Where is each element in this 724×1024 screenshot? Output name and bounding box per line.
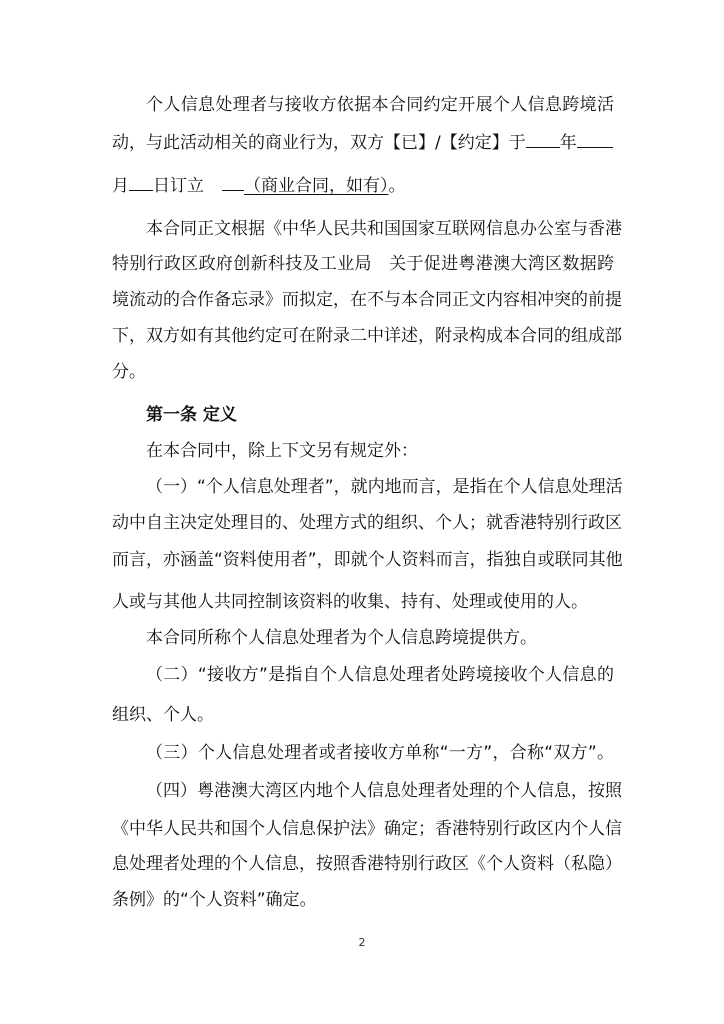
article-1-heading: 第一条 定义 bbox=[146, 405, 237, 425]
paragraph-2-line-3: 境流动的合作备忘录》而拟定，在不与本合同正文内容相冲突的前提 bbox=[112, 290, 622, 310]
paragraph-2-line-1: 本合同正文根据《中华人民共和国国家互联网信息办公室与香港 bbox=[146, 219, 622, 239]
definition-1-line-3: 而言，亦涵盖“资料使用者”，即就个人资料而言，指独自或联同其他 bbox=[112, 550, 623, 570]
month-label: 月 bbox=[112, 176, 129, 196]
definition-4-line-1: （四）粤港澳大湾区内地个人信息处理者处理的个人信息，按照 bbox=[146, 781, 622, 801]
paragraph-1-line-2 bbox=[112, 131, 614, 154]
year-blank bbox=[526, 131, 560, 148]
definitions-intro: 在本合同中，除上下文另有规定外： bbox=[146, 441, 418, 461]
paragraph-2-line-5: 分。 bbox=[112, 362, 146, 382]
definition-2-line-2: 组织、个人。 bbox=[112, 705, 214, 725]
definition-4-line-4: 条例》的“个人资料”确定。 bbox=[112, 890, 317, 910]
definition-1-note: 本合同所称个人信息处理者为个人信息跨境提供方。 bbox=[146, 628, 537, 648]
definition-1-line-1: （一）“个人信息处理者”，就内地而言，是指在个人信息处理活 bbox=[146, 477, 623, 497]
signing-label: 日订立 bbox=[153, 176, 204, 196]
paragraph-2-line-2: 特别行政区政府创新科技及工业局 关于促进粤港澳大湾区数据跨 bbox=[112, 254, 614, 274]
paragraph-1-line-2-text: 动，与此活动相关的商业行为，双方【已】/【约定】于 bbox=[112, 133, 526, 153]
page-number: 2 bbox=[358, 936, 366, 949]
definition-1-line-4: 人或与其他人共同控制该资料的收集、持有、处理或使用的人。 bbox=[112, 592, 588, 612]
definition-3: （三）个人信息处理者或者接收方单称“一方”，合称“双方”。 bbox=[146, 743, 614, 763]
definition-4-line-3: 息处理者处理的个人信息，按照香港特别行政区《个人资料（私隐） bbox=[112, 854, 622, 874]
contract-blank bbox=[222, 174, 244, 191]
commercial-contract-note: （商业合同，如有） bbox=[244, 176, 389, 196]
paragraph-1-line-1: 个人信息处理者与接收方依据本合同约定开展个人信息跨境活 bbox=[146, 95, 614, 115]
day-blank bbox=[129, 174, 153, 191]
paragraph-1-end: 。 bbox=[388, 176, 406, 196]
paragraph-1-line-3 bbox=[112, 174, 406, 197]
definition-4-line-2: 《中华人民共和国个人信息保护法》确定；香港特别行政区内个人信 bbox=[112, 819, 622, 839]
paragraph-2-line-4: 下，双方如有其他约定可在附录二中详述，附录构成本合同的组成部 bbox=[112, 326, 622, 346]
year-label: 年 bbox=[559, 133, 577, 153]
definition-2-line-1: （二）“接收方”是指自个人信息处理者处跨境接收个人信息的 bbox=[146, 665, 614, 685]
month-blank bbox=[577, 131, 613, 148]
definition-1-line-2: 动中自主决定处理目的、处理方式的组织、个人；就香港特别行政区 bbox=[112, 513, 622, 533]
